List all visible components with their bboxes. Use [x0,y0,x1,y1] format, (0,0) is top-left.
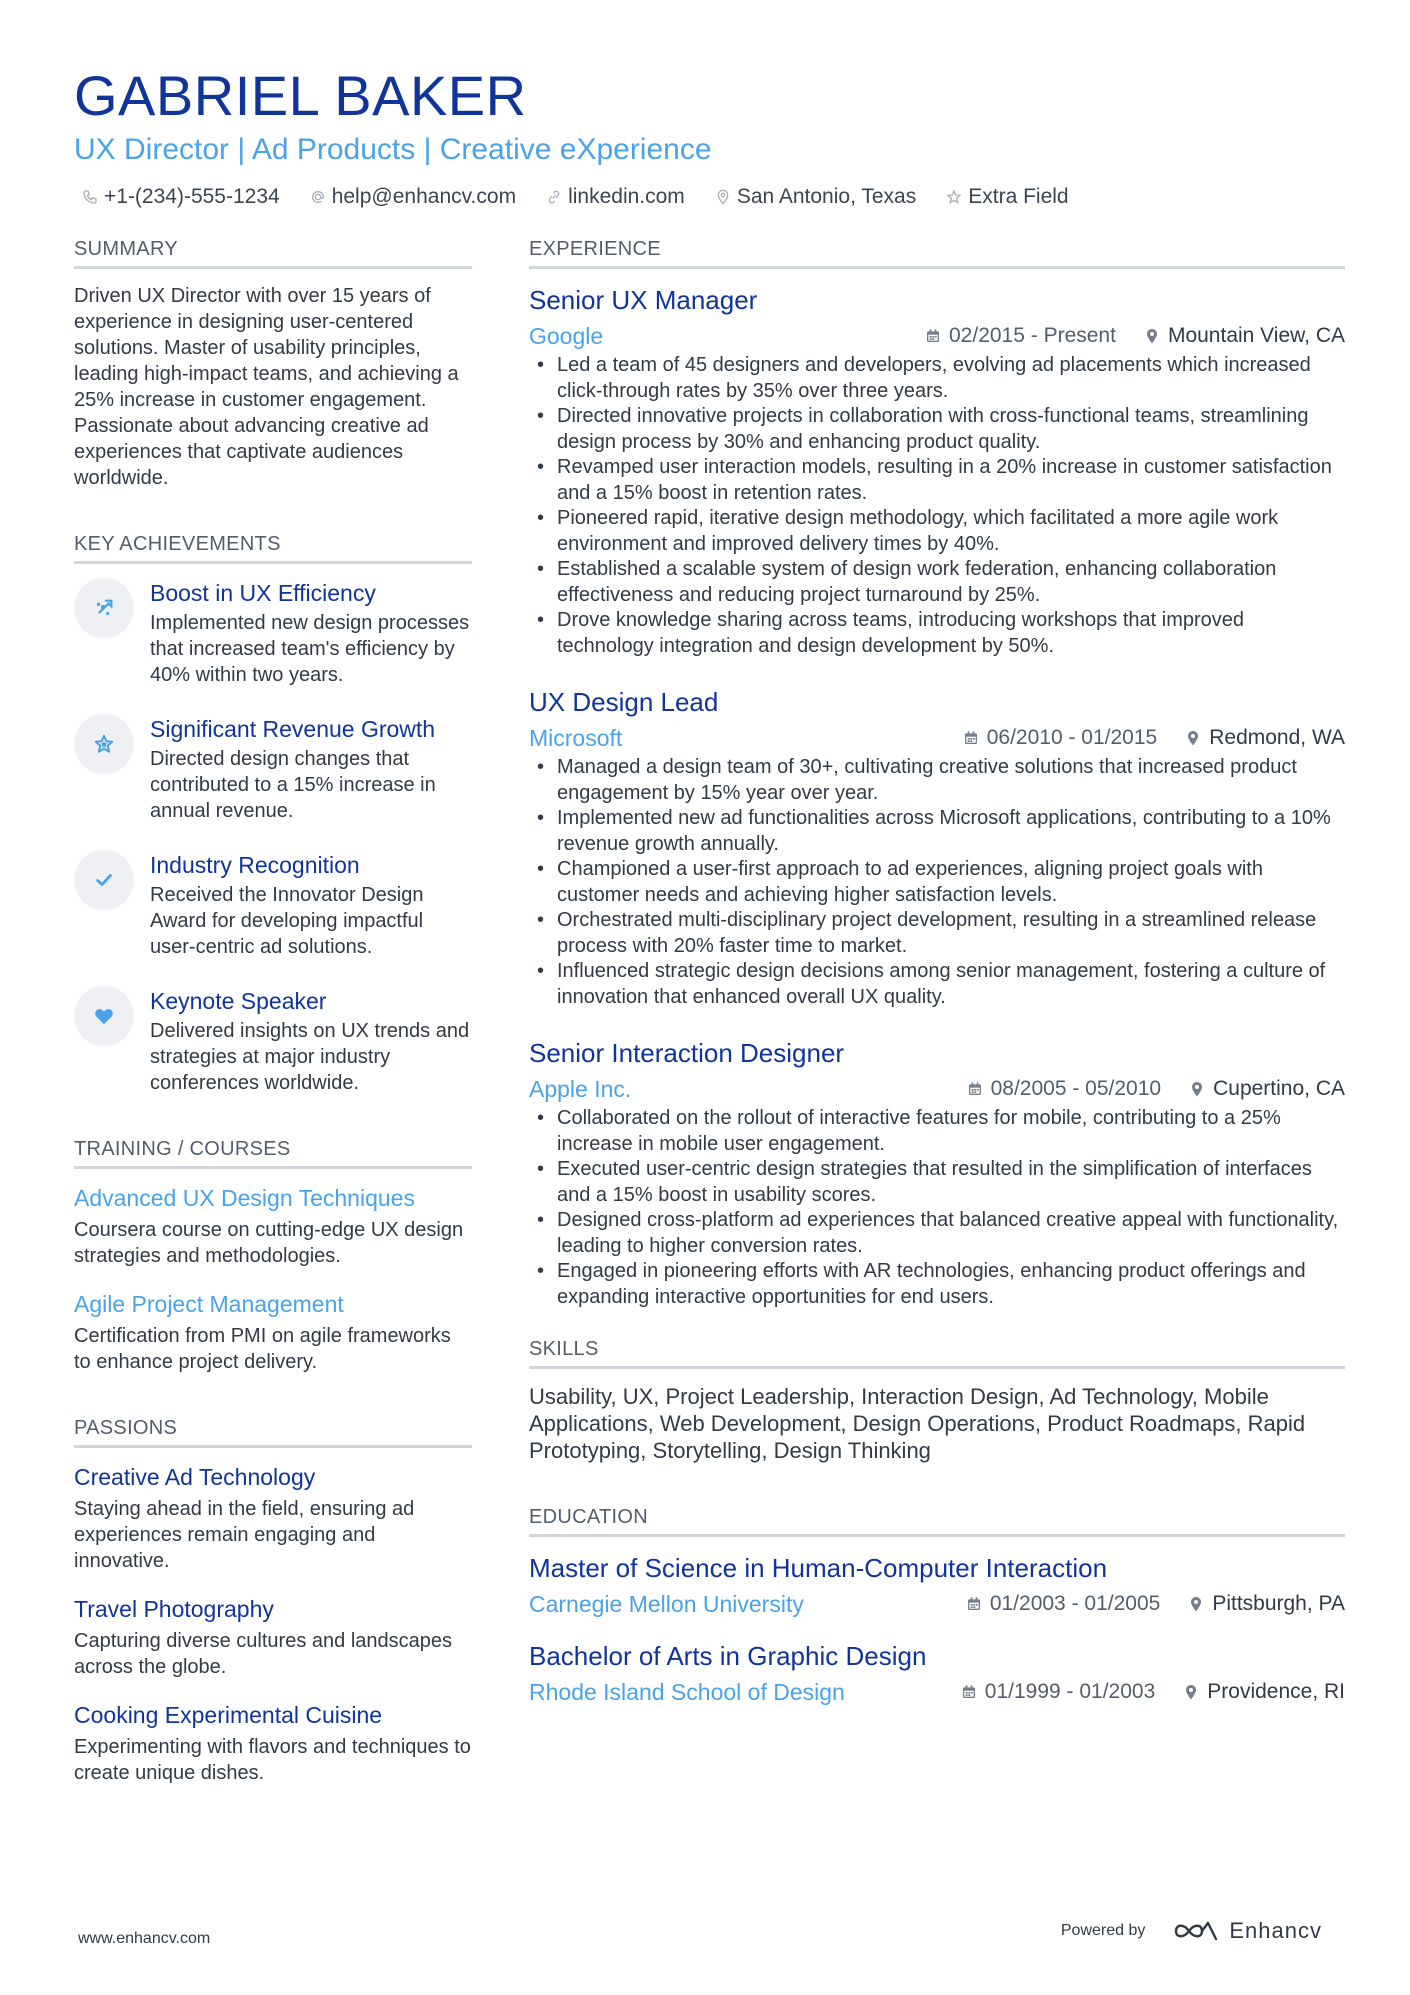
education-dates-text: 01/2003 - 01/2005 [989,1592,1161,1615]
achievement-icon-badge [74,578,134,638]
job-bullet: • Championed a user-first approach to ad experiences, aligning project goals with customer needs and achieving higher satisfaction levels. [529,857,1345,908]
education-location-text: Pittsburgh, PA [1212,1592,1345,1615]
job-title: UX Design Lead [529,687,719,717]
enhancv-logo-icon [1173,1918,1219,1944]
resume-header [74,62,1344,212]
course-item [74,1289,472,1375]
calendar-icon [963,730,979,746]
job-bullets [529,353,1345,659]
contact-location-text: San Antonio, Texas [736,185,917,208]
summary-section [74,236,472,491]
contact-location [715,185,916,209]
job-bullets [529,755,1345,1010]
skills-list: Usability, UX, Project Leadership, Interaction Design, Ad Technology, Mobile Applications, Web Development, Design Operations, Product Roadmaps, Rapid Prototyping, Storytelling, Design Thinking [529,1384,1306,1463]
education-meta [529,1677,1345,1707]
location-pin-icon [1185,730,1201,746]
job-location [1144,324,1345,348]
star-icon [946,189,962,205]
job-bullet: • Collaborated on the rollout of interactive features for mobile, contributing to a 25% increase in mobile user engagement. [529,1106,1345,1157]
education-dates [961,1680,1155,1704]
left-column [74,236,472,1826]
job-bullet: • Pioneered rapid, iterative design methodology, which facilitated a more agile work environment and improved delivery times by 40%. [529,506,1345,557]
location-pin-icon [1183,1684,1199,1700]
contact-linkedin-text: linkedin.com [568,185,685,208]
job-company: Microsoft [529,724,623,751]
training-section [74,1136,472,1375]
job-dates-text: 02/2015 - Present [949,324,1116,347]
job-bullet: • Directed innovative projects in collaboration with cross-functional teams, streamlining design process by 30% and enhancing product quality. [529,404,1345,455]
achievement-item [74,714,472,824]
contact-email[interactable] [310,185,516,209]
education-degree: Master of Science in Human-Computer Interaction [529,1553,1108,1583]
passion-text: Experimenting with flavors and techniques to create unique dishes. [74,1736,471,1784]
job-dates [967,1077,1161,1101]
contact-extra-text: Extra Field [968,185,1069,208]
job-dates [963,726,1157,750]
checkmark-icon [93,869,115,891]
job-bullet: • Established a scalable system of design work federation, enhancing collaboration effectiveness and reducing project turnaround by 25%. [529,557,1345,608]
achievement-item [74,578,472,688]
contact-linkedin[interactable] [546,185,685,209]
course-text: Coursera course on cutting-edge UX design strategies and methodologies. [74,1219,464,1267]
passion-title: Travel Photography [74,1596,274,1622]
passion-title: Cooking Experimental Cuisine [74,1702,383,1728]
link-icon [546,189,562,205]
job-location-text: Mountain View, CA [1167,324,1345,347]
education-location-text: Providence, RI [1207,1680,1345,1703]
job-dates-text: 08/2005 - 05/2010 [990,1077,1162,1100]
education-dates [966,1592,1160,1616]
job-location [1185,726,1345,750]
job-dates-text: 06/2010 - 01/2015 [986,726,1158,749]
passions-section [74,1415,472,1786]
brand-logo[interactable] [1173,1918,1322,1944]
education-location [1188,1592,1345,1616]
job-location-text: Redmond, WA [1209,726,1345,749]
achievement-icon-badge [74,714,134,774]
summary-text: Driven UX Director with over 15 years of experience in designing user-centered solutions. Master of usability principles, leading high-impact teams, and achieving a 25% increase in customer engagement. Passionate about advancing creative ad experiences that captivate audiences worldwide. [74,285,459,489]
job-meta [529,1074,1345,1104]
achievement-text: Implemented new design processes that increased team's efficiency by 40% within two years. [150,612,470,686]
education-school: Carnegie Mellon University [529,1590,804,1617]
job-entry [529,283,1345,659]
section-heading-skills: SKILLS [529,1336,1345,1369]
contact-email-text: help@enhancv.com [331,185,517,208]
location-pin-icon [715,189,731,205]
job-entry [529,685,1345,1010]
achievements-section [74,531,472,1096]
job-location-text: Cupertino, CA [1213,1077,1345,1100]
calendar-icon [925,328,941,344]
job-company: Google [529,322,604,349]
passion-item [74,1462,472,1574]
skills-section [529,1336,1345,1464]
education-entry [529,1639,1345,1707]
achievement-title: Industry Recognition [150,852,360,878]
achievement-icon-badge [74,986,134,1046]
candidate-headline: UX Director | Ad Products | Creative eXperience [74,133,712,166]
section-heading-experience: EXPERIENCE [529,236,1345,269]
brand-name: Enhancv [1229,1918,1322,1943]
at-icon [310,189,326,205]
contact-phone-text: +1-(234)-555-1234 [104,185,280,208]
achievement-text: Delivered insights on UX trends and strategies at major industry conferences worldwide. [150,1020,470,1094]
education-degree: Bachelor of Arts in Graphic Design [529,1641,927,1671]
contact-extra [946,185,1068,209]
education-section [529,1504,1345,1707]
passion-text: Capturing diverse cultures and landscapes across the globe. [74,1630,452,1678]
job-bullet: • Managed a design team of 30+, cultivating creative solutions that increased product engagement by 15% year over year. [529,755,1345,806]
job-location [1189,1077,1345,1101]
section-heading-education: EDUCATION [529,1504,1345,1537]
section-heading-passions: PASSIONS [74,1415,472,1448]
achievement-title: Keynote Speaker [150,988,327,1014]
footer-website[interactable]: www.enhancv.com [78,1930,211,1947]
education-dates-text: 01/1999 - 01/2003 [984,1680,1156,1703]
section-heading-summary: SUMMARY [74,236,472,269]
location-pin-icon [1188,1596,1204,1612]
rocket-icon [93,597,115,619]
achievement-title: Boost in UX Efficiency [150,580,376,606]
course-title: Advanced UX Design Techniques [74,1185,415,1211]
heart-icon [93,1005,115,1027]
job-bullet: • Drove knowledge sharing across teams, introducing workshops that improved technology integration and design development by 50%. [529,608,1345,659]
job-bullet: • Designed cross-platform ad experiences that balanced creative appeal with functionality, leading to higher conversion rates. [529,1208,1345,1259]
location-pin-icon [1189,1081,1205,1097]
footer-branding [1061,1918,1322,1944]
phone-icon [82,189,98,205]
education-meta [529,1589,1345,1619]
section-heading-training: TRAINING / COURSES [74,1136,472,1169]
course-item [74,1183,472,1269]
job-bullet: • Engaged in pioneering efforts with AR technologies, enhancing product offerings and expanding interactive opportunities for end users. [529,1259,1345,1310]
candidate-name: GABRIEL BAKER [74,64,527,127]
location-pin-icon [1144,328,1160,344]
calendar-icon [966,1596,982,1612]
job-bullet: • Implemented new ad functionalities across Microsoft applications, contributing to a 10% revenue growth annually. [529,806,1345,857]
job-bullet: • Led a team of 45 designers and developers, evolving ad placements which increased click-through rates by 35% over three years. [529,353,1345,404]
job-bullet: • Influenced strategic design decisions among senior management, fostering a culture of innovation that enhanced overall UX quality. [529,959,1345,1010]
achievement-item [74,986,472,1096]
job-bullet: • Executed user-centric design strategies that resulted in the simplification of interfaces and a 15% boost in usability scores. [529,1157,1345,1208]
passion-item [74,1700,472,1786]
job-bullet: • Revamped user interaction models, resulting in a 20% increase in customer satisfaction and a 15% boost in retention rates. [529,455,1345,506]
job-bullets [529,1106,1345,1310]
powered-by-label: Powered by [1060,1922,1146,1939]
experience-section [529,236,1345,1310]
job-meta [529,321,1345,351]
contact-phone[interactable] [82,185,280,209]
passion-item [74,1594,472,1680]
job-title: Senior UX Manager [529,285,758,315]
education-entry [529,1551,1345,1619]
job-company: Apple Inc. [529,1075,632,1102]
achievement-text: Received the Innovator Design Award for developing impactful user-centric ad solutions. [150,884,424,958]
achievement-icon-badge [74,850,134,910]
passion-title: Creative Ad Technology [74,1464,316,1490]
passion-text: Staying ahead in the field, ensuring ad experiences remain engaging and innovative. [74,1498,415,1572]
star-icon [93,733,115,755]
job-meta [529,723,1345,753]
contact-bar [74,182,1344,212]
section-heading-achievements: KEY ACHIEVEMENTS [74,531,472,564]
course-title: Agile Project Management [74,1291,344,1317]
job-entry [529,1036,1345,1310]
achievement-title: Significant Revenue Growth [150,716,436,742]
education-location [1183,1680,1345,1704]
education-school: Rhode Island School of Design [529,1678,845,1705]
job-bullet: • Orchestrated multi-disciplinary project development, resulting in a streamlined release process with 20% faster time to market. [529,908,1345,959]
achievement-text: Directed design changes that contributed to a 15% increase in annual revenue. [150,748,436,822]
job-dates [925,324,1116,348]
achievement-item [74,850,472,960]
calendar-icon [961,1684,977,1700]
course-text: Certification from PMI on agile frameworks to enhance project delivery. [74,1325,451,1373]
job-title: Senior Interaction Designer [529,1038,845,1068]
right-column [529,236,1345,1747]
calendar-icon [967,1081,983,1097]
